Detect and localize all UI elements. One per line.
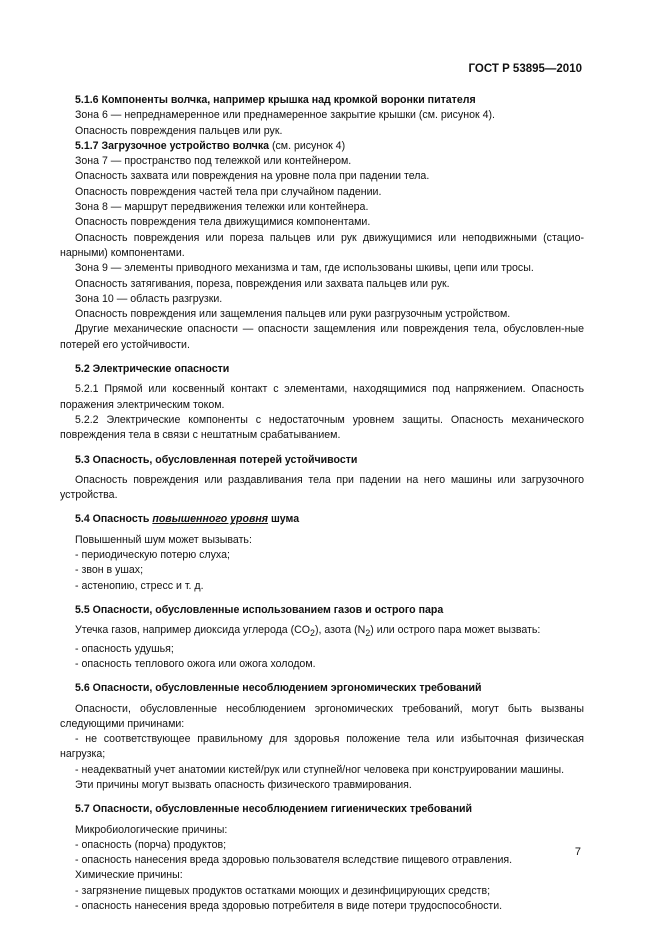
list-item: - периодическую потерю слуха; [75,549,230,562]
list-item: - опасность теплового ожога или ожога холодом. [75,657,316,670]
heading-text: шума [268,513,300,526]
section-heading-5-5: 5.5 Опасности, обусловленные использованием газов и острого пара [75,603,444,616]
list-item: - опасность удушья; [75,642,174,655]
text-fragment: ) или острого пара может вызвать: [370,624,541,637]
list-item: - астенопию, стресс и т. д. [75,579,204,592]
paragraph: Опасность повреждения или раздавливания тела при падении на него машины или загрузочного устройства. [60,473,584,502]
paragraph: Химические причины: [75,869,183,882]
page-number: 7 [574,846,581,858]
text-fragment: ), азота (N [314,624,366,637]
paragraph: Зона 9 — элементы приводного механизма и там, где использованы шкивы, цепи или тросы. [75,262,534,275]
paragraph: Зона 7 — пространство под тележкой или контейнером. [75,155,352,168]
paragraph: Опасность повреждения частей тела при случайном падении. [75,185,382,198]
paragraph: Опасность повреждения или защемления пальцев или руки разгрузочным устройством. [75,308,511,321]
list-item: - неадекватный учет анатомии кистей/рук или ступней/ног человека при конструировании машины. [75,763,565,776]
section-heading-5-3: 5.3 Опасность, обусловленная потерей устойчивости [75,453,358,466]
document-body [60,93,584,914]
subscript: 2 [310,628,315,639]
section-heading-5-1-6: 5.1.6 Компоненты волчка, например крышка над кромкой воронки питателя [75,94,476,106]
list-item: - опасность нанесения вреда здоровью потребителя в виде потери трудоспособности. [75,900,503,913]
paragraph: Опасность захвата или повреждения на уровне пола при падении тела. [75,170,430,183]
text-fragment: Утечка газов, например диоксида углерода (CO [75,624,311,637]
list-item: - загрязнение пищевых продуктов остатками моющих и дезинфицирующих средств; [75,884,491,897]
paragraph: Зона 6 — непреднамеренное или преднамеренное закрытие крышки (см. рисунок 4). [75,109,495,122]
heading-tail: (см. рисунок 4) [269,139,346,152]
paragraph: Опасность повреждения или пореза пальцев или рук движущимися или неподвижными (стацио-нарными) компонентами. [60,231,584,259]
list-item: - опасность нанесения вреда здоровью пользователя вследствие пищевого отравления. [75,854,513,867]
subscript: 2 [365,628,371,639]
list-item: - не соответствующее правильному для здоровья положение тела или избыточная физическая нагрузка; [60,733,584,761]
section-heading-5-7: 5.7 Опасности, обусловленные несоблюдением гигиенических требований [75,803,472,816]
heading-text: 5.4 Опасность [75,513,153,526]
paragraph: Опасности, обусловленные несоблюдением эргономических требований, могут быть вызваны следующими причинами: [60,702,584,730]
section-heading-5-2: 5.2 Электрические опасности [75,363,230,376]
paragraph: 5.2.2 Электрические компоненты с недостаточным уровнем защиты. Опасность механического повреждения тела в связи с нештатным срабатыванием. [60,413,584,442]
paragraph: Зона 8 — маршрут передвижения тележки или контейнера. [75,201,369,214]
paragraph [60,623,584,641]
heading-text: 5.1.7 Загрузочное устройство волчка [75,139,270,152]
paragraph: Опасность повреждения пальцев или рук. [75,124,283,137]
list-item: - звон в ушах; [75,564,144,577]
paragraph: Зона 10 — область разгрузки. [75,292,223,305]
list-item: - опасность (порча) продуктов; [75,838,227,851]
paragraph: Другие механические опасности — опасности защемления или повреждения тела, обусловлен-ные потерей его устойчивости. [60,323,584,351]
paragraph: Опасность затягивания, пореза, повреждения или захвата пальцев или рук. [75,277,450,290]
paragraph: Опасность повреждения тела движущимися компонентами. [75,216,371,229]
section-heading-5-1-7 [60,139,584,154]
section-heading-5-6: 5.6 Опасности, обусловленные несоблюдением эргономических требований [75,682,482,695]
paragraph: Эти причины могут вызвать опасность физического травмирования. [75,778,412,791]
paragraph: Микробиологические причины: [75,823,228,836]
document-id-header: ГОСТ Р 53895—2010 [468,63,582,75]
heading-emphasis: повышенного уровня [152,513,269,526]
paragraph: 5.2.1 Прямой или косвенный контакт с элементами, находящимися под напряжением. Опасность поражения электрическим током. [60,383,584,411]
paragraph: Повышенный шум может вызывать: [75,533,252,546]
section-heading-5-4 [60,512,584,527]
